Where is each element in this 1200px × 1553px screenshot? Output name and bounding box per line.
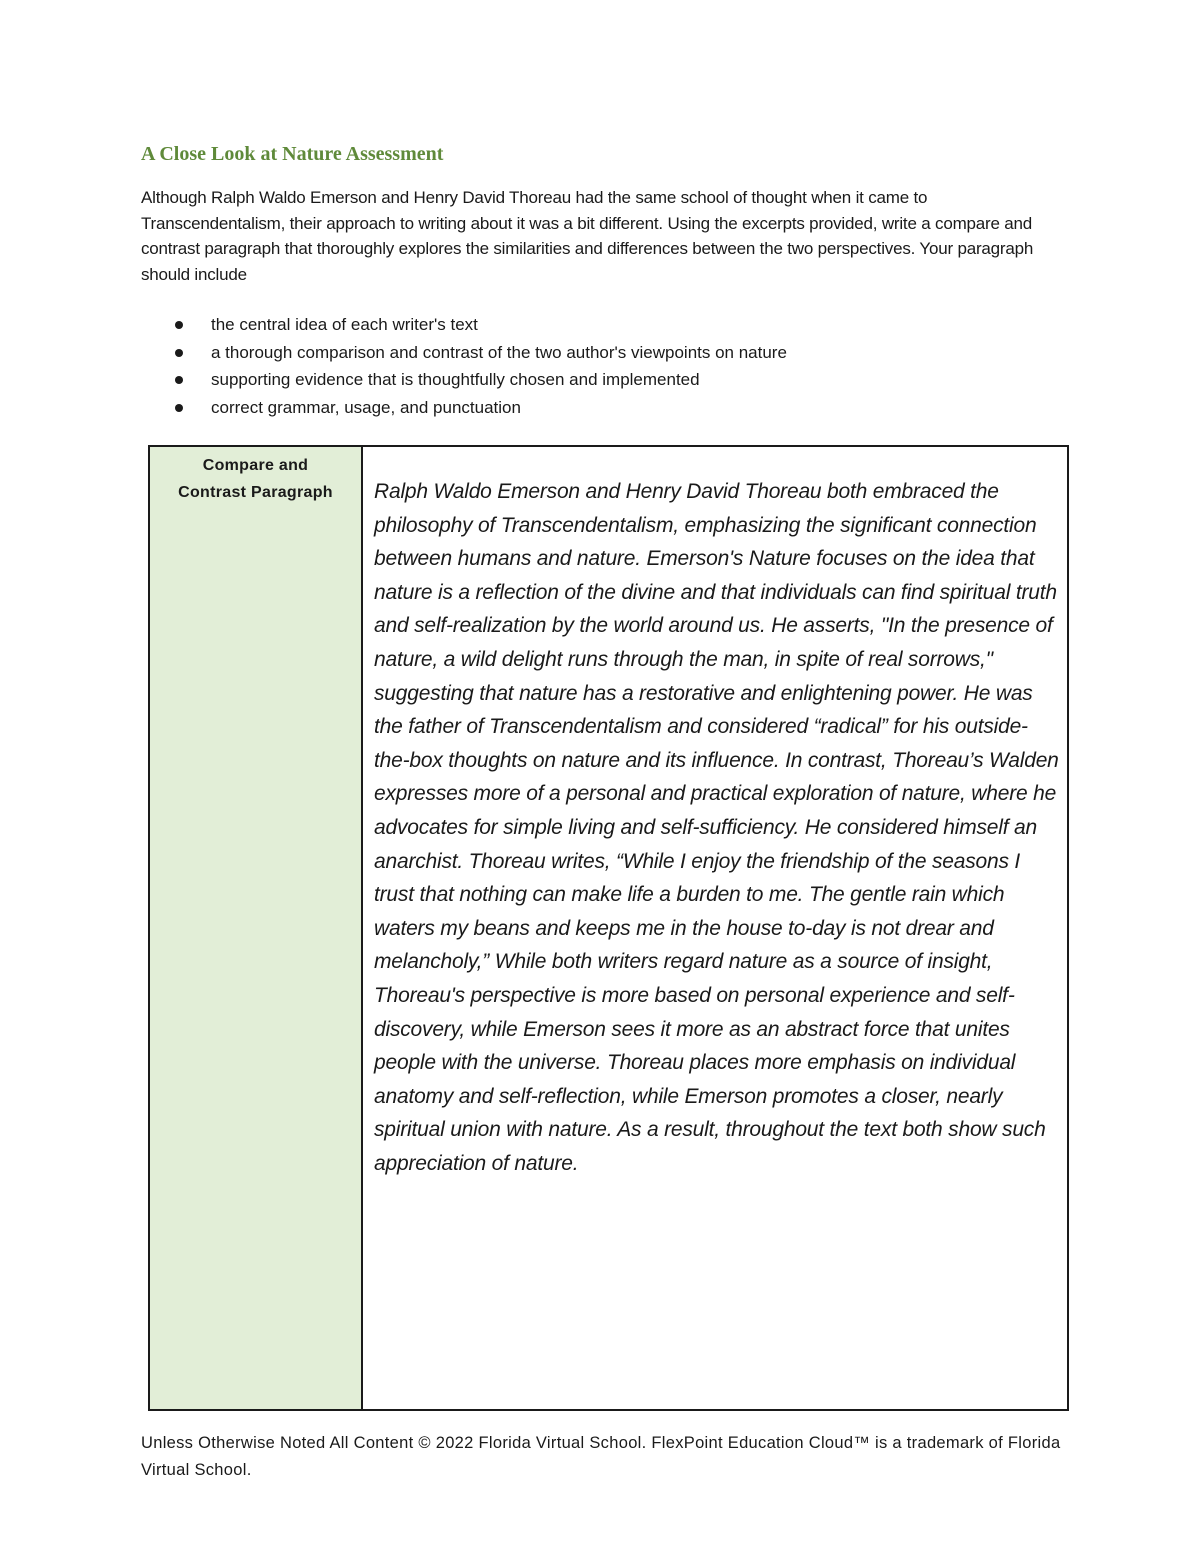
response-cell[interactable]: [363, 447, 1067, 1409]
list-item: [141, 394, 1066, 422]
list-item: [141, 311, 1066, 339]
requirement-text: correct grammar, usage, and punctuation: [211, 398, 521, 418]
bullet-icon: [175, 404, 183, 412]
requirement-text: a thorough comparison and contrast of the two author's viewpoints on nature: [211, 342, 787, 362]
list-item: [141, 366, 1066, 394]
page-title: A Close Look at Nature Assessment: [141, 143, 444, 165]
requirements-list: [141, 311, 1066, 422]
requirement-text: the central idea of each writer's text: [211, 315, 478, 334]
answer-table: [148, 445, 1069, 1411]
bullet-icon: [175, 321, 183, 329]
label-cell: [150, 447, 363, 1409]
label-line: Contrast Paragraph: [178, 484, 333, 501]
copyright-footer: Unless Otherwise Noted All Content © 2022 Florida Virtual School. FlexPoint Education Cloud™ is a trademark of Florida Virtual School.: [141, 1434, 1061, 1479]
requirement-text: supporting evidence that is thoughtfully chosen and implemented: [211, 370, 700, 390]
label-line: Compare and: [202, 457, 309, 474]
response-paragraph: Ralph Waldo Emerson and Henry David Thoreau both embraced the philosophy of Transcendentalism, emphasizing the significant connection between humans and nature. Emerson's Nature focuses on the idea that nature is a reflection of the divine and that individuals can find spiritual truth and self-realization by the world around us. He asserts, "In the presence of nature, a wild delight runs through the man, in spite of real sorrows," suggesting that nature has a restorative and enlightening power. He was the father of Transcendentalism and considered “radical” for his outside-the-box thoughts on nature and its influence. In contrast, Thoreau’s Walden expresses more of a personal and practical exploration of nature, where he advocates for simple living and self-sufficiency. He considered himself an anarchist. Thoreau writes, “While I enjoy the friendship of the seasons I trust that nothing can make life a burden to me. The gentle rain which waters my beans and keeps me in the house to-day is not drear and melancholy,” While both writers regard nature as a source of insight, Thoreau's perspective is more based on personal experience and self-discovery, while Emerson sees it more as an abstract force that unites people with the universe. Thoreau places more emphasis on individual anatomy and self-reflection, while Emerson promotes a closer, nearly spiritual union with nature. As a result, throughout the text both show such appreciation of nature.: [374, 480, 1059, 1175]
bullet-icon: [175, 376, 183, 384]
assignment-instructions: Although Ralph Waldo Emerson and Henry David Thoreau had the same school of thought when it came to Transcendentalism, their approach to writing about it was a bit different. Using the excerpts provided, write a compare and contrast paragraph that thoroughly explores the similarities and differences between the two perspectives. Your paragraph should include: [141, 188, 1034, 284]
bullet-icon: [175, 349, 183, 357]
list-item: [141, 339, 1066, 367]
